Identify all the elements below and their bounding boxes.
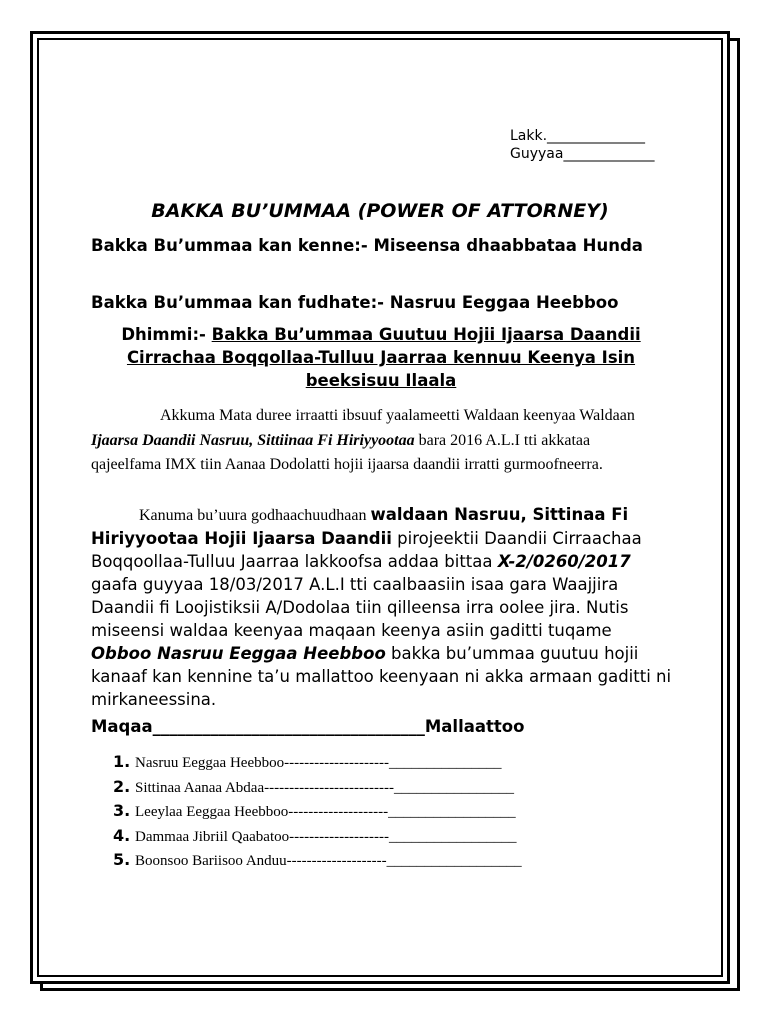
subject-text: Bakka Bu’ummaa Guutuu Hojii Ijaarsa Daandii Cirrachaa Boqqollaa-Tulluu Jaarraa kennuu Keenya Isin beeksisuu Ilaala [126,325,641,390]
paragraph-1 [91,404,651,478]
list-item: 3. Leeylaa Eeggaa Heebboo--------------------_________________ [113,801,516,820]
document-title: BAKKA BU’UMMAA (POWER OF ATTORNEY) [151,200,609,222]
para1-text2: bara 2016 A.L.I tti akkataa qajeelfama IMX tiin Aanaa Dodolatti hojii ijaarsa daandii irratti gurmoofneerra. [91,431,603,473]
list-item: 4. Dammaa Jibriil Qaabatoo--------------------_________________ [113,825,517,845]
name-signature-header: Maqaa_________________________________Mallaattoo [91,717,525,736]
para2-text2: gaafa guyyaa 18/03/2017 A.L.I tti caalbaasiin isaa gara Waajjira Daandii fi Loojistiksii A/Dodolaa tiin qilleensa irra oolee jira. Nutis miseensi waldaa keenyaa maqaan keenya asiin gaditti tuqame [91,575,629,640]
reference-block [510,127,654,163]
members-list [113,752,522,875]
list-item: 1. Nasruu Eeggaa Heebboo---------------------_______________ [113,752,502,771]
list-item: 5. Boonsoo Bariisoo Anduu--------------------__________________ [113,850,522,869]
subject-block [91,323,671,392]
subject-label: Dhimmi:- [121,325,212,344]
lakk-line: Lakk.______________ [510,128,646,144]
guyyaa-line: Guyyaa_____________ [510,146,655,162]
para1-text1: Akkuma Mata duree irraatti ibsuuf yaalameetti Waldaan keenyaa Waldaan [160,407,635,424]
para2-bold3: Obboo Nasruu Eeggaa Heebboo [91,644,386,663]
para2-text3: bakka bu’ummaa guutuu hojii kanaaf kan kennine ta’u mallattoo keenyaan ni akka armaan gaditti ni mirkaneessina. [91,644,672,709]
giver-line: Bakka Bu’ummaa kan kenne:- Miseensa dhaabbataa Hunda [91,236,643,255]
para2-text1: pirojeektii Daandii Cirraachaa Boqqoollaa-Tulluu Jaarraa lakkoofsa addaa bittaa [91,529,642,571]
para2-bold1: waldaan Nasruu, Sittinaa Fi Hiriyyootaa Hojii Ijaarsa Daandii [91,505,629,548]
paragraph-2 [91,503,676,711]
para2-lead: Kanuma bu’uura godhaachuudhaan [139,507,371,524]
para2-bold2: X-2/0260/2017 [497,552,631,571]
list-item: 2. Sittinaa Aanaa Abdaa--------------------------________________ [113,776,514,796]
receiver-line: Bakka Bu’ummaa kan fudhate:- Nasruu Eeggaa Heebboo [91,293,619,312]
para1-bold: Ijaarsa Daandii Nasruu, Sittiinaa Fi Hiriyyootaa [91,431,415,449]
